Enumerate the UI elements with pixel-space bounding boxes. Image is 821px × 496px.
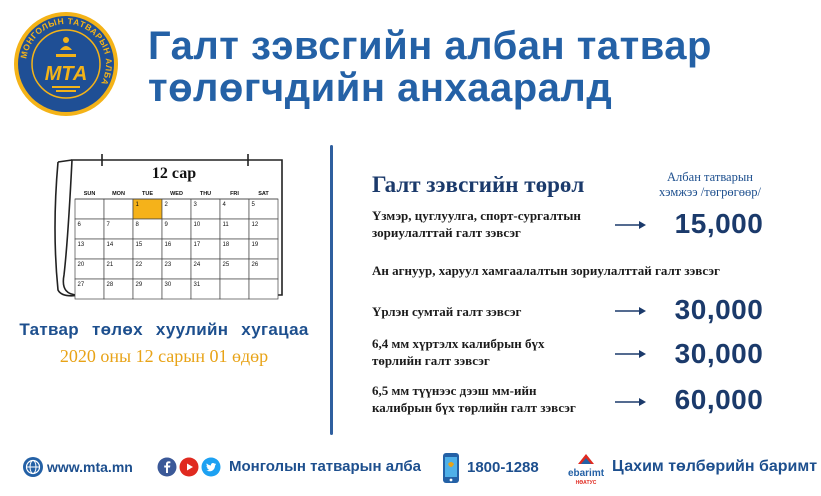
mta-logo bbox=[12, 10, 120, 118]
amount-header-line2: хэмжээ /төгрөгөөр/ bbox=[659, 185, 761, 199]
footer bbox=[0, 448, 821, 488]
logo-ring-text: МОНГОЛЫН ТАТВАРЫН АЛБА bbox=[18, 15, 115, 88]
calendar-cell bbox=[220, 279, 249, 299]
calendar-day-number: 27 bbox=[77, 282, 85, 288]
deadline-label: Татвар төлөх хуулийн хугацаа bbox=[19, 320, 309, 339]
calendar-cell bbox=[75, 199, 104, 219]
row1-line2: зориулалттай галт зэвсэг bbox=[372, 225, 521, 240]
vertical-divider bbox=[330, 145, 333, 435]
row1-line1: Үзмэр, цуглуулга, спорт-сургалтын bbox=[372, 208, 581, 223]
row5-line2: калибрын бүх төрлийн галт зэвсэг bbox=[372, 400, 576, 415]
row5-description bbox=[372, 382, 576, 416]
calendar-day-number: 17 bbox=[193, 242, 201, 248]
calendar-day-number: 29 bbox=[135, 282, 143, 288]
deadline-date: 2020 оны 12 сарын 01 өдөр bbox=[59, 346, 269, 366]
calendar-day-number: 25 bbox=[222, 262, 230, 268]
calendar-weekday: SUN bbox=[83, 191, 96, 197]
org-name: Монголын татварын алба bbox=[229, 458, 422, 475]
row1-arrow-icon bbox=[615, 220, 647, 230]
calendar-day-number: 31 bbox=[193, 282, 201, 288]
calendar-day-number: 7 bbox=[106, 222, 110, 228]
calendar-day-number: 2 bbox=[164, 202, 168, 208]
ebarimt-sub-text: НӨАТУС bbox=[575, 480, 597, 486]
calendar-day-number: 19 bbox=[251, 242, 259, 248]
row4-line1: 6,4 мм хүртэлх калибрын бүх bbox=[372, 336, 545, 351]
row3-arrow-icon bbox=[615, 306, 647, 316]
calendar-day-number: 30 bbox=[164, 282, 172, 288]
row5-arrow-icon bbox=[615, 397, 647, 407]
row4-arrow-icon bbox=[615, 349, 647, 359]
calendar-day-number: 4 bbox=[222, 202, 226, 208]
page-title-line2: төлөгчдийн анхааралд bbox=[148, 66, 613, 110]
amount-header bbox=[640, 170, 780, 200]
amount-header-line1: Албан татварын bbox=[667, 170, 753, 184]
calendar-day-number: 15 bbox=[135, 242, 143, 248]
row5-amount: 60,000 bbox=[674, 384, 764, 415]
calendar-month: 12 сар bbox=[151, 165, 197, 182]
calendar-day-number: 21 bbox=[106, 262, 114, 268]
phone-icon bbox=[440, 452, 462, 484]
calendar-weekday: SAT bbox=[258, 191, 269, 197]
calendar-day-number: 26 bbox=[251, 262, 259, 268]
calendar-day-number: 16 bbox=[164, 242, 172, 248]
ebarimt-logo-text: ebarimt bbox=[567, 468, 605, 479]
row3-amount: 30,000 bbox=[674, 294, 764, 325]
row2-description: Ан агнуур, харуул хамгаалалтын зориулалттай галт зэвсэг bbox=[372, 263, 720, 278]
calendar-day-number: 20 bbox=[77, 262, 85, 268]
row1-description bbox=[372, 207, 581, 241]
calendar-day-number: 8 bbox=[135, 222, 139, 228]
calendar-day-number: 23 bbox=[164, 262, 172, 268]
calendar-day-number: 9 bbox=[164, 222, 168, 228]
calendar-weekday: MON bbox=[112, 191, 125, 197]
calendar-day-number: 22 bbox=[135, 262, 143, 268]
calendar-day-number: 11 bbox=[222, 222, 229, 228]
calendar-illustration bbox=[50, 150, 290, 305]
website-link[interactable]: www.mta.mn bbox=[47, 459, 133, 475]
calendar-cell bbox=[104, 199, 133, 219]
calendar-weekday: TUE bbox=[142, 191, 153, 197]
youtube-icon[interactable] bbox=[179, 457, 199, 477]
logo-mark: МТА bbox=[44, 63, 88, 85]
calendar-weekday: THU bbox=[199, 191, 212, 197]
calendar-day-number: 1 bbox=[135, 202, 139, 208]
calendar-day-number: 12 bbox=[251, 222, 259, 228]
calendar-day-number: 10 bbox=[193, 222, 201, 228]
ebarimt-text: Цахим төлбөрийн баримт bbox=[612, 458, 818, 475]
row1-amount: 15,000 bbox=[674, 208, 764, 239]
calendar-weekday: WED bbox=[170, 191, 183, 197]
row3-description: Үрлэн сумтай галт зэвсэг bbox=[372, 304, 522, 319]
twitter-icon[interactable] bbox=[201, 457, 221, 477]
row4-amount: 30,000 bbox=[674, 338, 764, 369]
row4-line2: төрлийн галт зэвсэг bbox=[372, 353, 490, 368]
calendar-cell bbox=[249, 279, 278, 299]
type-header: Галт зэвсгийн төрөл bbox=[372, 172, 585, 197]
row4-description bbox=[372, 335, 544, 369]
row5-line1: 6,5 мм түүнээс дээш мм-ийн bbox=[372, 383, 537, 398]
ebarimt-logo-icon bbox=[566, 450, 606, 486]
facebook-icon[interactable] bbox=[157, 457, 177, 477]
globe-icon[interactable] bbox=[22, 456, 44, 478]
calendar-weekday: FRI bbox=[230, 191, 239, 197]
calendar-day-number: 5 bbox=[251, 202, 255, 208]
calendar-day-number: 3 bbox=[193, 202, 197, 208]
calendar-day-number: 24 bbox=[193, 262, 201, 268]
page-title-line1: Галт зэвсгийн албан татвар bbox=[148, 24, 712, 68]
calendar-day-number: 6 bbox=[77, 222, 81, 228]
calendar-day-number: 18 bbox=[222, 242, 230, 248]
phone-number[interactable]: 1800-1288 bbox=[467, 459, 539, 476]
calendar-day-number: 28 bbox=[106, 282, 114, 288]
calendar-day-number: 13 bbox=[77, 242, 85, 248]
calendar-day-number: 14 bbox=[106, 242, 114, 248]
